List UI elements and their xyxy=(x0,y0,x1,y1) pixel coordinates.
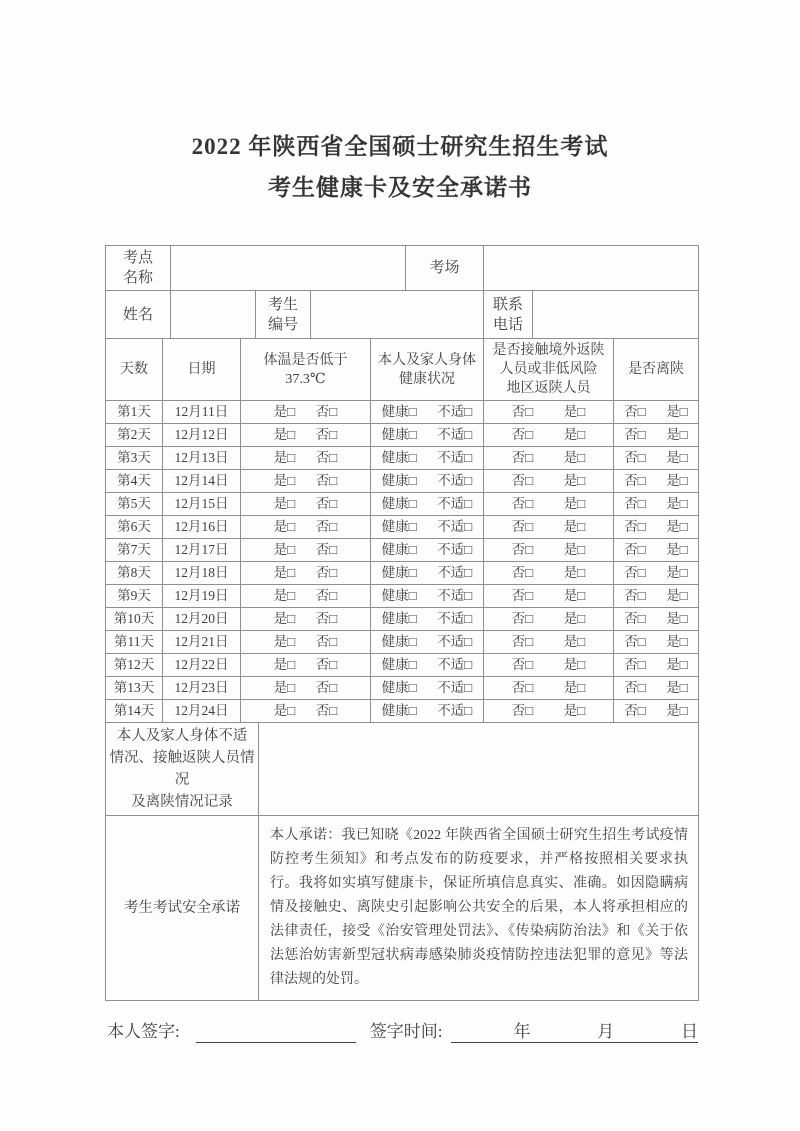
health-ok-checkbox: 健康□ xyxy=(381,542,417,557)
health-ok-checkbox: 健康□ xyxy=(381,703,417,718)
leave-no-checkbox: 否□ xyxy=(624,657,646,672)
date-cell: 12月12日 xyxy=(163,424,241,447)
contact-cell xyxy=(484,516,614,539)
contact-no-checkbox: 否□ xyxy=(511,680,534,695)
daily-record-row xyxy=(106,516,699,539)
daily-record-row xyxy=(106,424,699,447)
temperature-cell xyxy=(241,470,371,493)
pledge-row xyxy=(106,816,699,1001)
temp-yes-checkbox: 是□ xyxy=(273,703,296,718)
day-cell: 第5天 xyxy=(106,493,163,516)
leave-cell xyxy=(614,447,699,470)
phone-label: 联系 电话 xyxy=(484,291,533,339)
health-bad-checkbox: 不适□ xyxy=(437,542,473,557)
candidate-info-table xyxy=(105,245,699,339)
temperature-cell xyxy=(241,677,371,700)
health-cell xyxy=(371,516,484,539)
leave-no-checkbox: 否□ xyxy=(624,542,646,557)
leave-cell xyxy=(614,654,699,677)
contact-cell xyxy=(484,493,614,516)
name-label: 姓名 xyxy=(106,291,171,339)
info-row-site xyxy=(106,246,699,291)
temperature-cell xyxy=(241,447,371,470)
health-cell xyxy=(371,493,484,516)
health-ok-checkbox: 健康□ xyxy=(381,634,417,649)
health-bad-checkbox: 不适□ xyxy=(437,565,473,580)
contact-yes-checkbox: 是□ xyxy=(563,611,586,626)
contact-cell xyxy=(484,631,614,654)
exam-room-field xyxy=(484,246,699,291)
leave-yes-checkbox: 是□ xyxy=(666,588,688,603)
contact-yes-checkbox: 是□ xyxy=(563,450,586,465)
leave-no-checkbox: 否□ xyxy=(624,473,646,488)
col-header-temperature: 体温是否低于 37.3℃ xyxy=(241,339,371,401)
contact-cell xyxy=(484,401,614,424)
leave-cell xyxy=(614,493,699,516)
health-cell xyxy=(371,424,484,447)
temp-yes-checkbox: 是□ xyxy=(273,634,296,649)
temp-no-checkbox: 否□ xyxy=(315,611,338,626)
date-cell: 12月24日 xyxy=(163,700,241,723)
leave-no-checkbox: 否□ xyxy=(624,404,646,419)
day-cell: 第2天 xyxy=(106,424,163,447)
health-cell xyxy=(371,585,484,608)
contact-no-checkbox: 否□ xyxy=(511,542,534,557)
health-cell xyxy=(371,401,484,424)
temp-no-checkbox: 否□ xyxy=(315,473,338,488)
daily-record-row xyxy=(106,585,699,608)
day-label: 日 xyxy=(681,1022,698,1041)
health-ok-checkbox: 健康□ xyxy=(381,404,417,419)
health-bad-checkbox: 不适□ xyxy=(437,634,473,649)
date-cell: 12月18日 xyxy=(163,562,241,585)
day-cell: 第10天 xyxy=(106,608,163,631)
daily-record-row xyxy=(106,700,699,723)
temp-yes-checkbox: 是□ xyxy=(273,450,296,465)
day-cell: 第12天 xyxy=(106,654,163,677)
contact-yes-checkbox: 是□ xyxy=(563,565,586,580)
leave-yes-checkbox: 是□ xyxy=(666,565,688,580)
date-cell: 12月14日 xyxy=(163,470,241,493)
date-cell: 12月16日 xyxy=(163,516,241,539)
daily-record-row xyxy=(106,562,699,585)
signature-label: 本人签字: xyxy=(107,1022,180,1041)
temp-yes-checkbox: 是□ xyxy=(273,542,296,557)
daily-record-row xyxy=(106,631,699,654)
contact-no-checkbox: 否□ xyxy=(511,634,534,649)
date-cell: 12月13日 xyxy=(163,447,241,470)
leave-yes-checkbox: 是□ xyxy=(666,542,688,557)
contact-cell xyxy=(484,470,614,493)
date-cell: 12月19日 xyxy=(163,585,241,608)
date-cell: 12月21日 xyxy=(163,631,241,654)
health-ok-checkbox: 健康□ xyxy=(381,588,417,603)
temp-yes-checkbox: 是□ xyxy=(273,680,296,695)
document-title xyxy=(0,0,800,208)
leave-cell xyxy=(614,700,699,723)
day-cell: 第4天 xyxy=(106,470,163,493)
day-cell: 第13天 xyxy=(106,677,163,700)
col-header-leave: 是否离陕 xyxy=(614,339,699,401)
contact-cell xyxy=(484,424,614,447)
leave-no-checkbox: 否□ xyxy=(624,680,646,695)
contact-yes-checkbox: 是□ xyxy=(563,496,586,511)
leave-yes-checkbox: 是□ xyxy=(666,427,688,442)
year-label: 年 xyxy=(513,1022,531,1041)
leave-no-checkbox: 否□ xyxy=(624,565,646,580)
leave-no-checkbox: 否□ xyxy=(624,703,646,718)
exam-site-field xyxy=(171,246,406,291)
temperature-cell xyxy=(241,401,371,424)
col-header-contact: 是否接触境外返陕 人员或非低风险 地区返陕人员 xyxy=(484,339,614,401)
col-header-date: 日期 xyxy=(163,339,241,401)
day-cell: 第3天 xyxy=(106,447,163,470)
leave-cell xyxy=(614,401,699,424)
contact-cell xyxy=(484,677,614,700)
temp-no-checkbox: 否□ xyxy=(315,427,338,442)
contact-no-checkbox: 否□ xyxy=(511,473,534,488)
leave-no-checkbox: 否□ xyxy=(624,427,646,442)
leave-cell xyxy=(614,424,699,447)
contact-no-checkbox: 否□ xyxy=(511,703,534,718)
leave-yes-checkbox: 是□ xyxy=(666,404,688,419)
leave-cell xyxy=(614,516,699,539)
contact-yes-checkbox: 是□ xyxy=(563,680,586,695)
temp-yes-checkbox: 是□ xyxy=(273,565,296,580)
temperature-cell xyxy=(241,516,371,539)
pledge-label: 考生考试安全承诺 xyxy=(106,816,259,1001)
daily-record-row xyxy=(106,608,699,631)
temp-yes-checkbox: 是□ xyxy=(273,519,296,534)
health-cell xyxy=(371,677,484,700)
health-bad-checkbox: 不适□ xyxy=(437,450,473,465)
contact-no-checkbox: 否□ xyxy=(511,588,534,603)
temp-yes-checkbox: 是□ xyxy=(273,657,296,672)
health-bad-checkbox: 不适□ xyxy=(437,519,473,534)
day-cell: 第9天 xyxy=(106,585,163,608)
leave-yes-checkbox: 是□ xyxy=(666,450,688,465)
daily-record-row xyxy=(106,493,699,516)
health-log-header-row xyxy=(106,339,699,401)
day-cell: 第1天 xyxy=(106,401,163,424)
temp-no-checkbox: 否□ xyxy=(315,680,338,695)
leave-cell xyxy=(614,608,699,631)
daily-record-row xyxy=(106,447,699,470)
day-cell: 第6天 xyxy=(106,516,163,539)
contact-yes-checkbox: 是□ xyxy=(563,519,586,534)
contact-cell xyxy=(484,608,614,631)
contact-no-checkbox: 否□ xyxy=(511,450,534,465)
contact-cell xyxy=(484,585,614,608)
signature-row xyxy=(107,1021,698,1043)
contact-yes-checkbox: 是□ xyxy=(563,427,586,442)
col-header-health: 本人及家人身体 健康状况 xyxy=(371,339,484,401)
health-cell xyxy=(371,447,484,470)
leave-cell xyxy=(614,585,699,608)
leave-cell xyxy=(614,631,699,654)
health-bad-checkbox: 不适□ xyxy=(437,496,473,511)
temp-no-checkbox: 否□ xyxy=(315,634,338,649)
health-cell xyxy=(371,608,484,631)
health-bad-checkbox: 不适□ xyxy=(437,588,473,603)
contact-no-checkbox: 否□ xyxy=(511,496,534,511)
temp-no-checkbox: 否□ xyxy=(315,657,338,672)
temp-no-checkbox: 否□ xyxy=(315,542,338,557)
temp-no-checkbox: 否□ xyxy=(315,588,338,603)
leave-yes-checkbox: 是□ xyxy=(666,519,688,534)
notes-pledge-table xyxy=(105,722,699,1001)
contact-no-checkbox: 否□ xyxy=(511,565,534,580)
health-ok-checkbox: 健康□ xyxy=(381,611,417,626)
contact-cell xyxy=(484,539,614,562)
temp-yes-checkbox: 是□ xyxy=(273,473,296,488)
notes-label: 本人及家人身体不适 情况、接触返陕人员情况 及离陕情况记录 xyxy=(106,723,259,816)
contact-yes-checkbox: 是□ xyxy=(563,634,586,649)
name-field xyxy=(171,291,256,339)
contact-cell xyxy=(484,562,614,585)
temperature-cell xyxy=(241,631,371,654)
temperature-cell xyxy=(241,424,371,447)
month-label: 月 xyxy=(597,1022,615,1041)
day-cell: 第8天 xyxy=(106,562,163,585)
contact-no-checkbox: 否□ xyxy=(511,519,534,534)
day-cell: 第14天 xyxy=(106,700,163,723)
health-bad-checkbox: 不适□ xyxy=(437,657,473,672)
leave-no-checkbox: 否□ xyxy=(624,496,646,511)
date-cell: 12月15日 xyxy=(163,493,241,516)
leave-no-checkbox: 否□ xyxy=(624,588,646,603)
health-bad-checkbox: 不适□ xyxy=(437,703,473,718)
leave-yes-checkbox: 是□ xyxy=(666,611,688,626)
daily-record-row xyxy=(106,470,699,493)
health-ok-checkbox: 健康□ xyxy=(381,473,417,488)
date-cell: 12月23日 xyxy=(163,677,241,700)
contact-yes-checkbox: 是□ xyxy=(563,703,586,718)
title-line-1: 2022 年陕西省全国硕士研究生招生考试 xyxy=(191,134,609,159)
temperature-cell xyxy=(241,700,371,723)
phone-field xyxy=(533,291,699,339)
temp-yes-checkbox: 是□ xyxy=(273,496,296,511)
health-log-table xyxy=(105,338,699,723)
temperature-cell xyxy=(241,654,371,677)
temperature-cell xyxy=(241,585,371,608)
temp-no-checkbox: 否□ xyxy=(315,519,338,534)
health-bad-checkbox: 不适□ xyxy=(437,427,473,442)
leave-no-checkbox: 否□ xyxy=(624,634,646,649)
leave-no-checkbox: 否□ xyxy=(624,450,646,465)
temperature-cell xyxy=(241,562,371,585)
health-cell xyxy=(371,562,484,585)
contact-yes-checkbox: 是□ xyxy=(563,542,586,557)
health-ok-checkbox: 健康□ xyxy=(381,427,417,442)
health-ok-checkbox: 健康□ xyxy=(381,450,417,465)
daily-record-row xyxy=(106,539,699,562)
temperature-cell xyxy=(241,539,371,562)
temp-no-checkbox: 否□ xyxy=(315,404,338,419)
contact-no-checkbox: 否□ xyxy=(511,427,534,442)
date-cell: 12月20日 xyxy=(163,608,241,631)
daily-record-row xyxy=(106,401,699,424)
health-ok-checkbox: 健康□ xyxy=(381,657,417,672)
notes-field xyxy=(259,723,699,816)
contact-yes-checkbox: 是□ xyxy=(563,588,586,603)
temp-no-checkbox: 否□ xyxy=(315,565,338,580)
day-cell: 第11天 xyxy=(106,631,163,654)
candidate-no-label: 考生 编号 xyxy=(256,291,311,339)
contact-yes-checkbox: 是□ xyxy=(563,473,586,488)
temp-yes-checkbox: 是□ xyxy=(273,588,296,603)
health-ok-checkbox: 健康□ xyxy=(381,565,417,580)
daily-record-row xyxy=(106,654,699,677)
health-ok-checkbox: 健康□ xyxy=(381,680,417,695)
health-bad-checkbox: 不适□ xyxy=(437,611,473,626)
leave-yes-checkbox: 是□ xyxy=(666,657,688,672)
day-cell: 第7天 xyxy=(106,539,163,562)
health-cell xyxy=(371,654,484,677)
col-header-day: 天数 xyxy=(106,339,163,401)
signature-line xyxy=(196,1021,356,1043)
health-cell xyxy=(371,539,484,562)
health-cell xyxy=(371,700,484,723)
date-cell: 12月11日 xyxy=(163,401,241,424)
leave-no-checkbox: 否□ xyxy=(624,519,646,534)
contact-cell xyxy=(484,447,614,470)
daily-record-row xyxy=(106,677,699,700)
leave-yes-checkbox: 是□ xyxy=(666,473,688,488)
temp-yes-checkbox: 是□ xyxy=(273,427,296,442)
health-ok-checkbox: 健康□ xyxy=(381,496,417,511)
exam-site-label: 考点 名称 xyxy=(106,246,171,291)
temp-no-checkbox: 否□ xyxy=(315,703,338,718)
leave-yes-checkbox: 是□ xyxy=(666,703,688,718)
contact-no-checkbox: 否□ xyxy=(511,657,534,672)
date-cell: 12月17日 xyxy=(163,539,241,562)
date-cell: 12月22日 xyxy=(163,654,241,677)
health-cell xyxy=(371,470,484,493)
notes-row xyxy=(106,723,699,816)
health-cell xyxy=(371,631,484,654)
leave-no-checkbox: 否□ xyxy=(624,611,646,626)
contact-cell xyxy=(484,654,614,677)
temperature-cell xyxy=(241,608,371,631)
signature-date-line xyxy=(451,1021,698,1043)
temp-yes-checkbox: 是□ xyxy=(273,611,296,626)
temp-yes-checkbox: 是□ xyxy=(273,404,296,419)
temperature-cell xyxy=(241,493,371,516)
signature-time-label: 签字时间: xyxy=(369,1022,443,1041)
leave-cell xyxy=(614,470,699,493)
leave-yes-checkbox: 是□ xyxy=(666,680,688,695)
temp-no-checkbox: 否□ xyxy=(315,496,338,511)
contact-yes-checkbox: 是□ xyxy=(563,404,586,419)
exam-room-label: 考场 xyxy=(406,246,484,291)
title-line-2: 考生健康卡及安全承诺书 xyxy=(268,175,532,200)
temp-no-checkbox: 否□ xyxy=(315,450,338,465)
leave-yes-checkbox: 是□ xyxy=(666,634,688,649)
info-row-name xyxy=(106,291,699,339)
leave-yes-checkbox: 是□ xyxy=(666,496,688,511)
contact-no-checkbox: 否□ xyxy=(511,404,534,419)
leave-cell xyxy=(614,539,699,562)
pledge-text: 本人承诺：我已知晓《2022 年陕西省全国硕士研究生招生考试疫情防控考生须知》和考点发布的防疫要求，并严格按照相关要求执行。我将如实填写健康卡，保证所填信息真实、准确。如因隐瞒病情及接触史、离陕史引起影响公共安全的后果，本人将承担相应的法律责任，接受《治安管理处罚法》、《传染病防治法》和《关于依法惩治妨害新型冠状病毒感染肺炎疫情防控违法犯罪的意见》等法律法规的处罚。 xyxy=(259,816,699,1001)
health-bad-checkbox: 不适□ xyxy=(437,473,473,488)
leave-cell xyxy=(614,677,699,700)
contact-cell xyxy=(484,700,614,723)
leave-cell xyxy=(614,562,699,585)
health-bad-checkbox: 不适□ xyxy=(437,404,473,419)
health-bad-checkbox: 不适□ xyxy=(437,680,473,695)
candidate-no-field xyxy=(311,291,484,339)
contact-yes-checkbox: 是□ xyxy=(563,657,586,672)
contact-no-checkbox: 否□ xyxy=(511,611,534,626)
health-ok-checkbox: 健康□ xyxy=(381,519,417,534)
